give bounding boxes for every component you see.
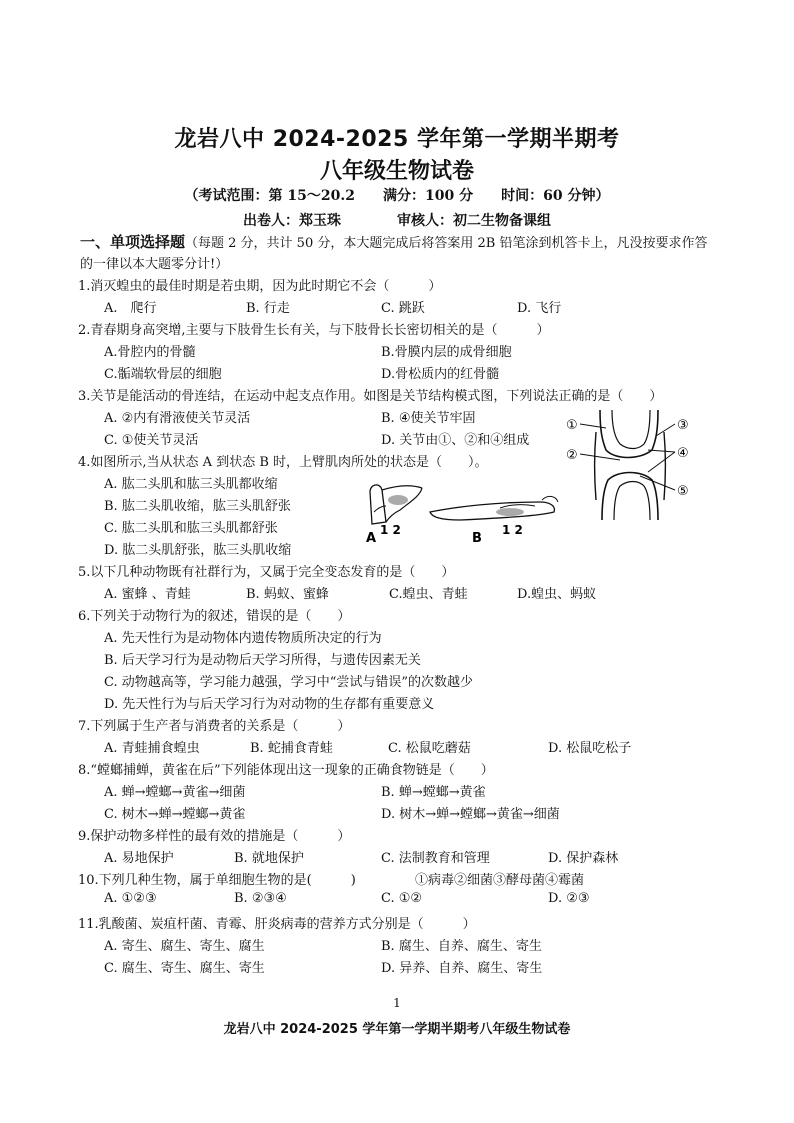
arm-label-a-nums: 1 2 [380,523,401,537]
option: A. ①②③ [104,891,157,906]
option: D. 保护森林 [548,851,619,866]
option: B. 蛇捕食青蛙 [250,741,333,756]
option: C. 法制教育和管理 [381,851,490,866]
option: D.蝗虫、蚂蚁 [517,587,597,602]
author: 出卷人：郑玉珠 [243,213,341,229]
option: B. 腐生、自养、腐生、寄生 [381,939,542,954]
arm-label-a: A [366,531,377,546]
option: A. 易地保护 [104,851,174,866]
option: D.骨松质内的红骨髓 [381,367,500,382]
question-stem: 10.下列几种生物，属于单细胞生物的是( ) [78,873,356,888]
section-instructions: （每题 2 分，共计 50 分，本大题完成后将答案用 2B 铅笔涂到机答卡上，凡没按要求作答的一律以本大题零分计!） [80,236,708,272]
option: A. 青蛙捕食蝗虫 [104,741,200,756]
option: B. 行走 [246,301,290,316]
option: D. 松鼠吃松子 [548,741,632,756]
option: D. 先天性行为与后天学习行为对动物的生存都有重要意义 [104,697,435,712]
option: B. 肱二头肌收缩，肱三头肌舒张 [104,499,291,514]
question-stem: 11.乳酸菌、炭疽杆菌、青霉、肝炎病毒的营养方式分别是（ ） [78,917,476,932]
option: A. ②内有滑液使关节灵活 [104,411,251,426]
exam-title: 龙岩八中 2024-2025 学年第一学期半期考 [174,127,620,152]
option: A.骨腔内的骨髓 [104,345,196,360]
question-stem: 2.青春期身高突增,主要与下肢骨生长有关，与下肢骨长长密切相关的是（ ） [78,323,550,338]
question-stem: 4.如图所示,当从状态 A 到状态 B 时，上臂肌肉所处的状态是（ ）。 [78,455,488,470]
option: A. 爬行 [104,301,157,316]
joint-label-5: ⑤ [677,484,689,499]
option: B. ②③④ [234,891,287,906]
question-stem: 5.以下几种动物既有社群行为，又属于完全变态发育的是（ ） [78,565,455,580]
joint-label-3: ③ [677,418,689,433]
question-stem: 3.关节是能活动的骨连结，在运动中起支点作用。如图是关节结构模式图，下列说法正确的是（ ） [78,389,663,404]
option: C. 跳跃 [381,301,425,316]
option: C. ①使关节灵活 [104,433,199,448]
section-header [80,232,720,275]
option: C. 动物越高等，学习能力越强，学习中“尝试与错误”的次数越少 [104,675,474,690]
option: D. 飞行 [517,301,562,316]
option: B. 就地保护 [234,851,304,866]
question-stem: 8.“螳螂捕蝉，黄雀在后”下列能体现出这一现象的正确食物链是（ ） [78,763,494,778]
option: A. 肱二头肌和肱三头肌都收缩 [104,477,278,492]
section-title: 一、单项选择题 [80,233,186,251]
arm-label-b: B [472,531,482,546]
exam-scope: （考试范围：第 15～20.2 满分：100 分 时间：60 分钟） [184,188,610,204]
joint-structure-diagram [560,410,695,520]
question-stem: 1.消灭蝗虫的最佳时期是若虫期，因为此时期它不会（ ） [78,279,442,294]
footer-title: 龙岩八中 2024-2025 学年第一学期半期考八年级生物试卷 [223,1022,571,1037]
question-extra: ①病毒②细菌③酵母菌④霉菌 [415,873,585,888]
option: C. ①② [381,891,423,906]
option: A. 蜜蜂 、青蛙 [104,587,191,602]
option: C. 腐生、寄生、腐生、寄生 [104,961,265,976]
question-stem: 7.下列属于生产者与消费者的关系是（ ） [78,719,351,734]
option: D. ②③ [548,891,590,906]
option: C. 松鼠吃蘑菇 [388,741,471,756]
option: C. 肱二头肌和肱三头肌都舒张 [104,521,278,536]
author-line [0,210,794,230]
option: A. 先天性行为是动物体内遗传物质所决定的行为 [104,631,382,646]
option: D. 异养、自养、腐生、寄生 [381,961,543,976]
option: D. 肱二头肌舒张，肱三头肌收缩 [104,543,292,558]
exam-subtitle: 八年级生物试卷 [319,159,474,184]
option: C. 树木→蝉→螳螂→黄雀 [104,807,246,822]
option: B. 蚂蚁、蜜蜂 [246,587,329,602]
page-number: 1 [393,996,401,1010]
option: C.骺端软骨层的细胞 [104,367,222,382]
joint-label-1: ① [566,418,578,433]
option: B. 后天学习行为是动物后天学习所得，与遗传因素无关 [104,653,421,668]
option: D. 树木→蝉→螳螂→黄雀→细菌 [381,807,560,822]
option: B. ④使关节牢固 [381,411,476,426]
option: D. 关节由①、②和④组成 [381,433,530,448]
option: A. 寄生、腐生、寄生、腐生 [104,939,265,954]
reviewer: 审核人：初二生物备课组 [397,213,551,229]
arm-label-b-nums: 1 2 [502,523,523,537]
option: B.骨膜内层的成骨细胞 [381,345,512,360]
option: B. 蝉→螳螂→黄雀 [381,785,486,800]
question-stem: 6.下列关于动物行为的叙述，错误的是（ ） [78,609,351,624]
option: C.蝗虫、青蛙 [389,587,468,602]
option: A. 蝉→螳螂→黄雀→细菌 [104,785,246,800]
joint-label-2: ② [566,448,578,463]
arm-muscle-diagram [360,472,560,547]
joint-label-4: ④ [677,446,689,461]
question-stem: 9.保护动物多样性的最有效的措施是（ ） [78,829,351,844]
